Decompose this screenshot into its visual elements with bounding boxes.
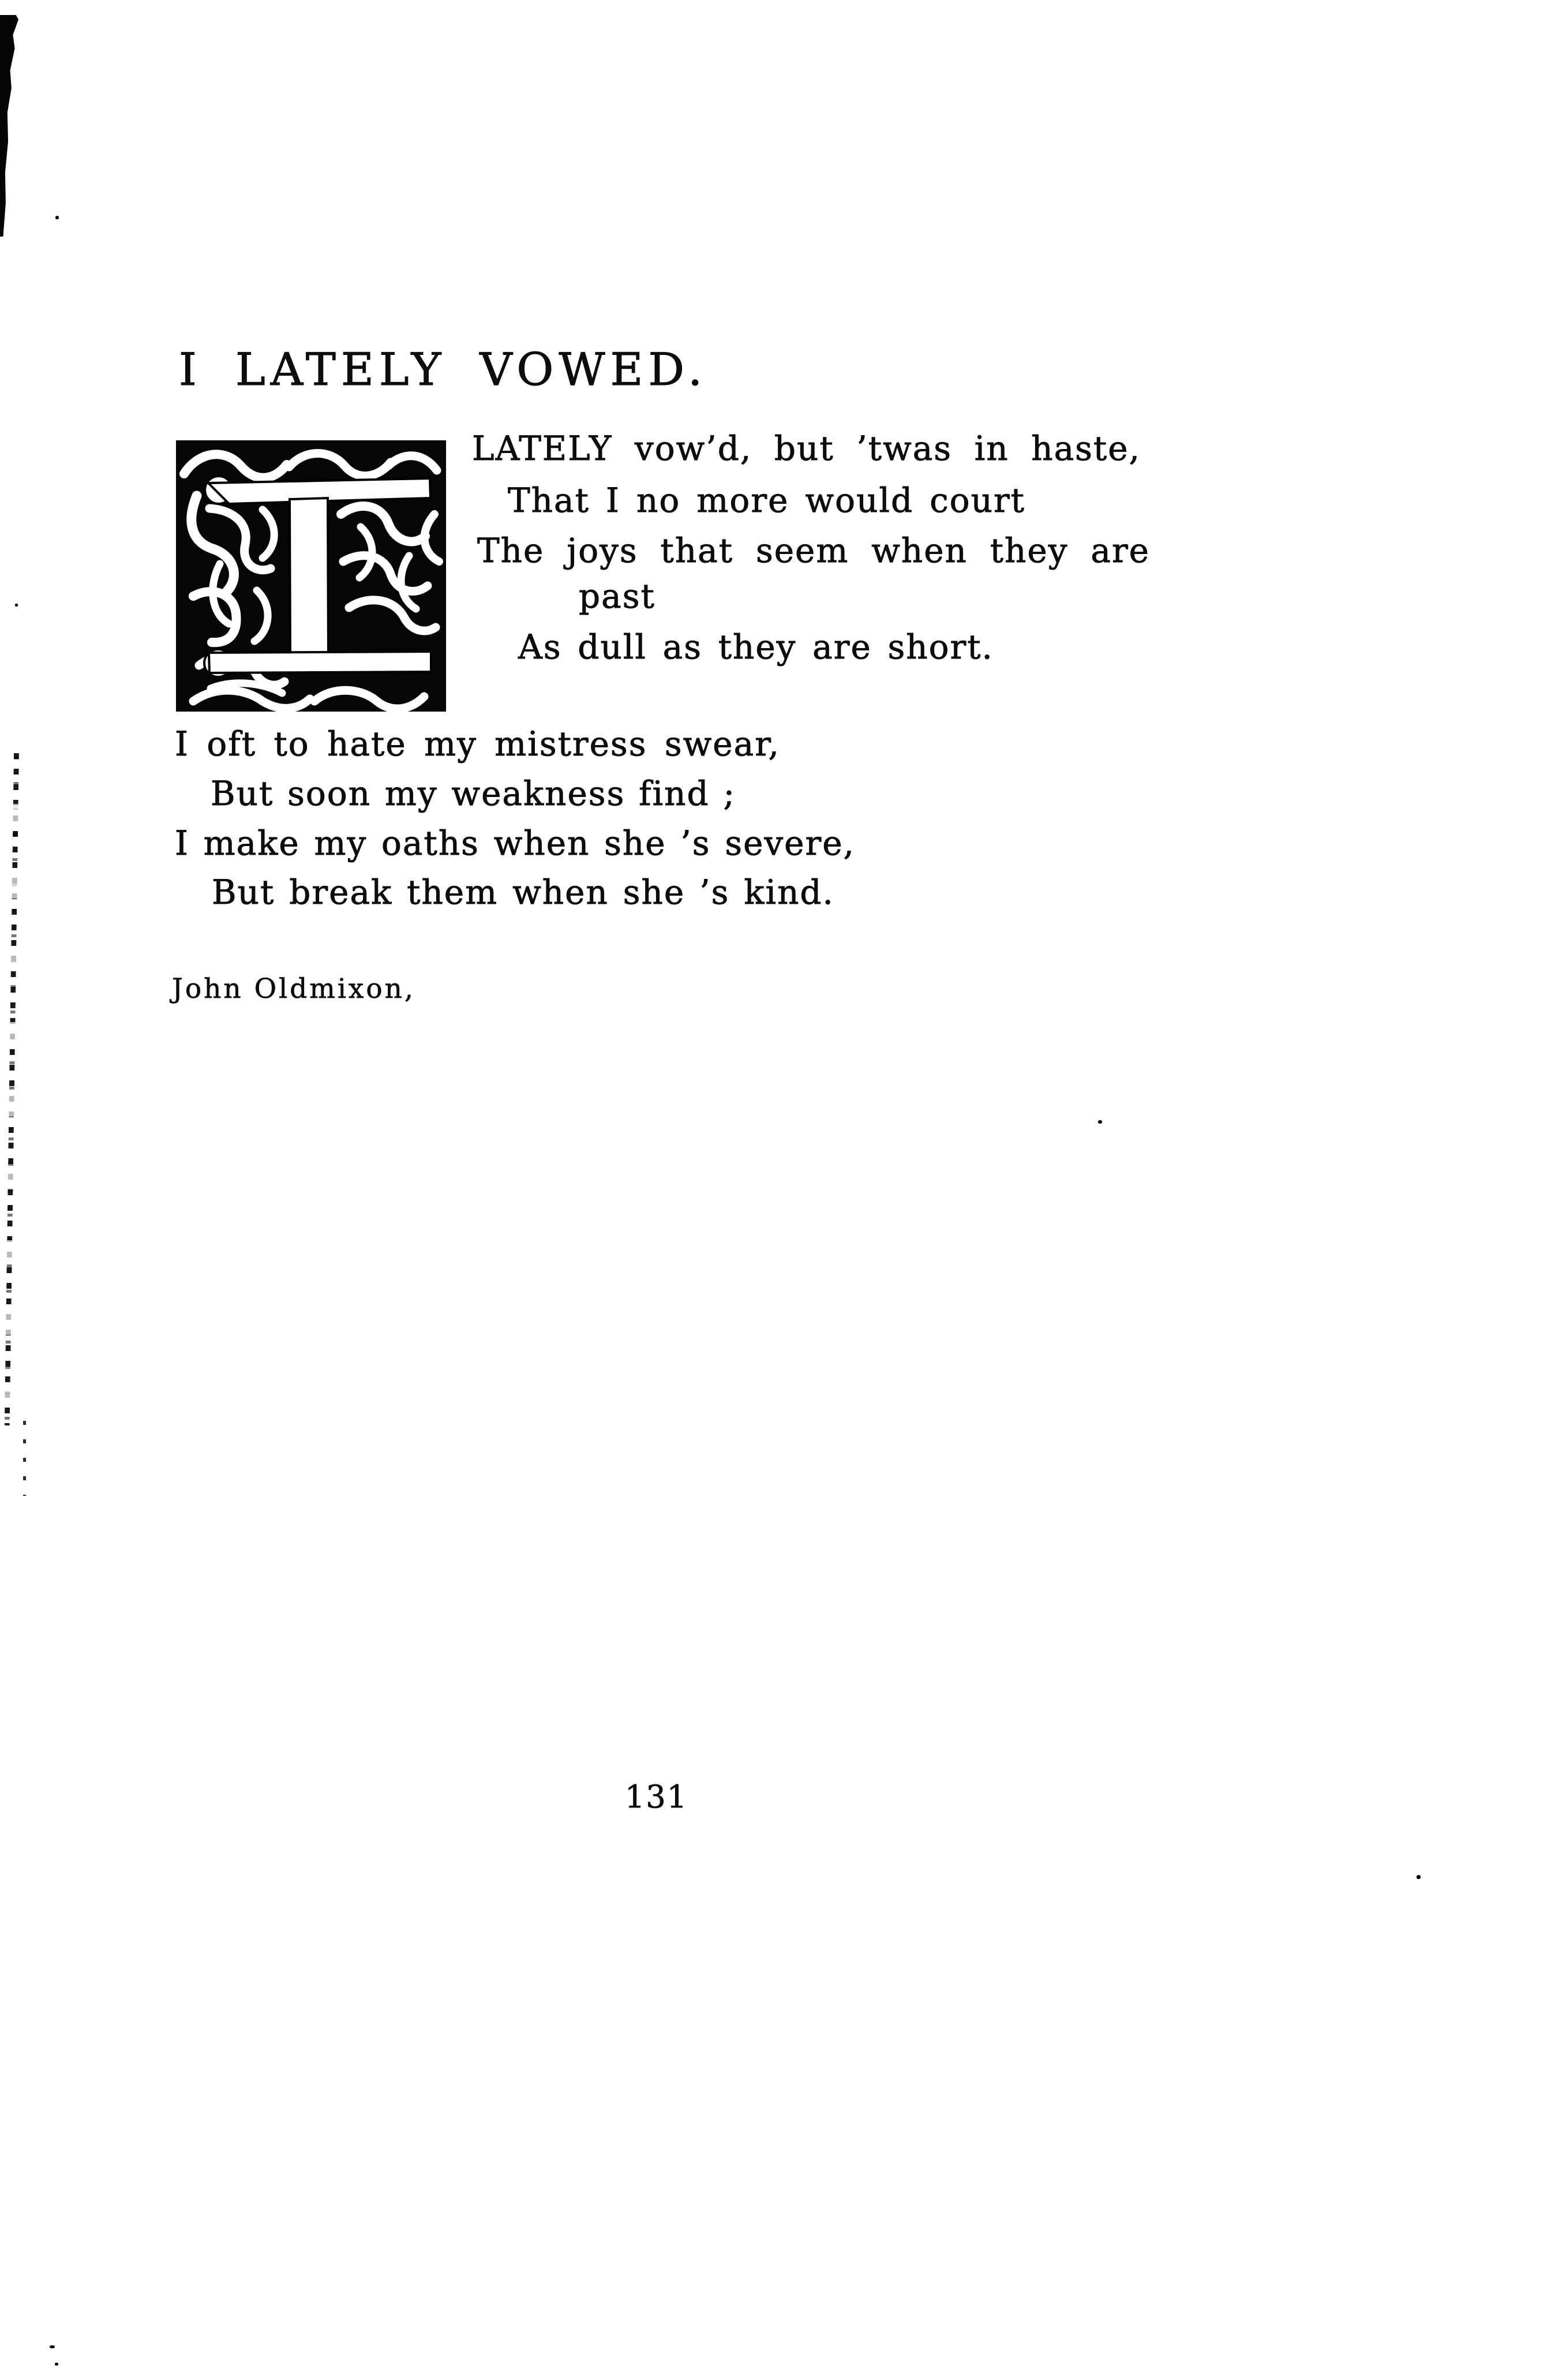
poem-line: But break them when she ’s kind.: [212, 873, 834, 912]
poem-line: That I no more would court: [508, 481, 1025, 520]
poem-line: But soon my weakness find ;: [211, 774, 736, 813]
scan-left-edge-artifact-tail: [23, 1421, 26, 1496]
page-number: 131: [625, 1779, 688, 1815]
poem-line: As dull as they are short.: [518, 627, 994, 667]
poem-title: I LATELY VOWED.: [179, 344, 707, 396]
ink-speck: [55, 2363, 58, 2366]
drop-cap: [176, 440, 446, 712]
poem-line: I make my oaths when she ’s severe,: [175, 824, 855, 863]
ink-speck: [15, 604, 18, 607]
scan-corner-artifact: [0, 15, 18, 237]
ink-speck: [50, 2345, 55, 2348]
poem-line: past: [579, 577, 655, 616]
poem-line: I oft to hate my mistress swear,: [175, 724, 780, 764]
poem-line: LATELY vow’d, but ’twas in haste,: [472, 429, 1141, 468]
ink-speck: [1098, 1120, 1102, 1124]
drop-cap-ornament-icon: [176, 440, 446, 712]
scan-left-edge-artifact: [5, 753, 19, 1425]
attribution: John Oldmixon,: [172, 973, 415, 1005]
ink-speck: [1417, 1875, 1421, 1879]
ink-speck: [55, 216, 59, 219]
poem-line: The joys that seem when they are: [477, 531, 1150, 570]
